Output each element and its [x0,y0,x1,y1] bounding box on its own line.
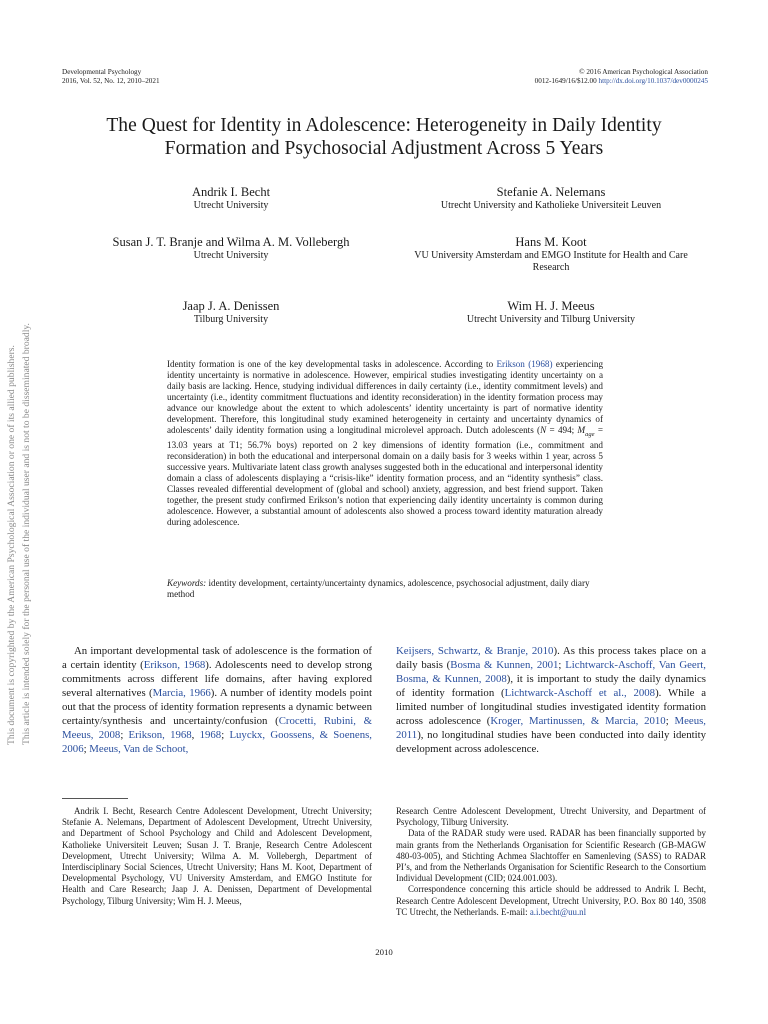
citation-link[interactable]: Lichtwarck-Aschoff et al., 2008 [504,686,656,699]
author-name: Jaap J. A. Denissen [182,299,280,313]
citation-link[interactable]: 1968 [199,728,222,741]
abstract-text: = 494; [546,425,578,436]
citation-link[interactable]: Lichtwarck-Aschoff, Van Geert, Bosma, & Kunnen, 2008 [396,658,707,685]
citation-link[interactable]: Kroger, Martinussen, & Marcia, 2010 [490,714,666,727]
author-affiliation: VU University Amsterdam and EMGO Institute for Health and Care Research [414,250,688,273]
sidebar-line-1: This document is copyrighted by the American Psychological Association or one of its allied publishers. [6,345,17,745]
page-number: 2010 [375,947,393,957]
running-header-right [535,68,708,85]
abstract-text: = 13.03 years at T1; 56.7% boys) reported on 2 key dimensions of identity formation (i.e., commitment and reconsideration) in both the educational and interpersonal domain on a daily basis for 3 weeks within 1 year, across 5 successive years. Multivariate latent class growth analyses suggested both in the educational and interpersonal identity domain a class of adolescents displaying a “crisis-like” identity formation process, and an “identity synthesis” class. Classes revealed differential development of (global and school) anxiety, aggression, and best friend support. Taken together, the present study confirmed Erikson’s notion that experiencing daily identity uncertainty is common during adolescence. However, a substantial amount of adolescents also showed a process toward identity maturation already during adolescence. [167,425,603,528]
author-name: Andrik I. Becht [191,185,271,199]
citation-link[interactable]: Erikson, 1968 [128,728,192,741]
mean-age-symbol: M [577,425,586,436]
body-text: ; [120,728,129,741]
journal-volume: 2016, Vol. 52, No. 12, 2010–2021 [62,76,160,85]
running-header-left [62,68,160,85]
body-text: ; [558,658,566,671]
body-text: ), no longitudinal studies have been conducted into daily identity development across adolescence. [396,728,706,755]
body-text: ), it is important to study the daily dynamics of identity formation ( [396,672,706,699]
copyright-sidebar [0,280,44,745]
author-block-3 [60,235,402,262]
keywords [167,578,603,600]
author-block-5 [100,299,362,326]
author-affiliation: Utrecht University [193,200,269,211]
sample-size-symbol: N [540,425,547,436]
author-note: Andrik I. Becht, Research Centre Adolescent Development, Utrecht University; Stefanie A. Nelemans, Department of Adolescent Development, Utrecht University, and Department of School Psychology and Child and Adolescent Development, Katholieke Universiteit Leuven; Susan J. T. Branje, Research Centre Adolescent Development, Utrecht University; Wilma A. M. Vollebergh, Department of Interdisciplinary Social Sciences, Utrecht University; Hans M. Koot, Department of Developmental Psychology, VU University Amsterdam, and EMGO Institute for Health and Care Research; Jaap J. A. Denissen, Department of Developmental Psychology, Tilburg University; Wim H. J. Meeus, [62,806,372,906]
author-name: Stefanie A. Nelemans [496,185,606,199]
doi-prefix: 0012-1649/16/$12.00 [534,76,599,85]
author-affiliation: Utrecht University and Katholieke Universiteit Leuven [440,200,662,211]
author-affiliation: Tilburg University [193,314,269,325]
doi-link[interactable]: http://dx.doi.org/10.1037/dev0000245 [598,76,708,85]
doi-line [535,77,708,86]
author-affiliation: Utrecht University and Tilburg University [466,314,636,325]
body-text: ). While a limited number of longitudinal studies investigated identity formation across adolescence ( [396,686,707,727]
body-column-left [62,645,372,757]
article-title: The Quest for Identity in Adolescence: Heterogeneity in Daily Identity Formation and Psychosocial Adjustment Across 5 Years [106,115,662,159]
body-text: ; [221,728,230,741]
citation-link[interactable]: Meeus, 2011 [396,714,706,741]
citation-link[interactable]: Erikson, 1968 [143,658,206,671]
footnote-rule [62,798,128,799]
citation-link[interactable]: Keijsers, Schwartz, & Branje, 2010 [396,645,554,657]
body-text: , [191,728,200,741]
author-name: Hans M. Koot [515,235,587,249]
author-block-4 [405,235,697,274]
citation-link[interactable]: Meeus, Van de Schoot, [89,742,189,755]
citation-link[interactable]: Luyckx, Goossens, & Soenens, 2006 [62,728,372,755]
keywords-text: identity development, certainty/uncertainty dynamics, adolescence, psychosocial adjustment, daily diary method [167,578,590,600]
footnote-left [62,806,372,907]
author-affiliation: Utrecht University [193,250,269,261]
funding-note: Data of the RADAR study were used. RADAR has been financially supported by main grants from the Netherlands Organisation for Scientific Research (GB-MAGW 480-03-005), and Stichting Achmea Slachtoffer en Samenleving (SASS) to RADAR PI’s, and from the Netherlands Organisation for Scientific Research to the Consortium Individual Development (CID; 024.001.003). [396,828,706,884]
body-text: An important developmental task of adolescence is the formation of a certain identity ( [62,645,372,671]
abstract-text: experiencing identity uncertainty is normative in adolescence. However, empirical studies investigating identity uncertainty on a daily basis are lacking. Hence, studying individual differences in daily certainty (i.e., identity commitment levels) and uncertainty (i.e., identity commitment fluctuations and identity reconsideration) in the identity formation process may advance our knowledge about the extent to which adolescents’ identity uncertainty is part of normative identity development. Therefore, this longitudinal study examined heterogeneity in certainty and uncertainty dynamics of adolescents’ daily identity formation using a longitudinal microlevel approach. Dutch adolescents ( [167,359,604,436]
citation-link[interactable]: Crocetti, Rubini, & Meeus, 2008 [62,714,372,741]
author-name: Wim H. J. Meeus [507,299,595,313]
author-block-2 [392,185,710,212]
author-block-1 [100,185,362,212]
citation-link[interactable]: Erikson (1968) [496,359,553,369]
mean-age-subscript: age [585,431,595,439]
author-block-6 [410,299,692,326]
body-text: ; [83,742,90,755]
sidebar-line-2: This article is intended solely for the personal use of the individual user and is not to be disseminated broadly. [21,323,32,745]
body-text: ). Adolescents need to develop strong commitments across different life domains, after having explored several alternatives ( [62,658,372,699]
email-link[interactable]: a.i.becht@uu.nl [529,906,587,917]
citation-link[interactable]: Marcia, 1966 [152,686,211,699]
keywords-label: Keywords: [167,578,207,588]
copyright-notice: © 2016 American Psychological Association [579,68,708,76]
abstract [167,359,603,529]
body-text: ; [665,714,675,727]
footnote-right [396,806,706,918]
journal-name: Developmental Psychology [62,68,142,76]
correspondence-note [396,884,706,918]
body-text: ). A number of identity models point out that the process of identity formation represents a dynamic between certainty/synthesis and uncertainty/confusion ( [62,686,372,727]
author-note-continued: Research Centre Adolescent Development, Utrecht University, and Department of Psychology, Tilburg University. [396,806,706,828]
abstract-text: Identity formation is one of the key developmental tasks in adolescence. According to [167,359,497,369]
body-column-right [396,645,706,757]
correspondence-text: Correspondence concerning this article should be addressed to Andrik I. Becht, Research Centre Adolescent Development, Utrecht University, P.O. Box 80 140, 3508 TC Utrecht, the Netherlands. E-mail: [396,884,706,917]
author-name: Susan J. T. Branje and Wilma A. M. Vollebergh [112,235,350,249]
citation-link[interactable]: Bosma & Kunnen, 2001 [450,658,559,671]
body-text: ). As this process takes place on a daily basis ( [396,645,707,671]
